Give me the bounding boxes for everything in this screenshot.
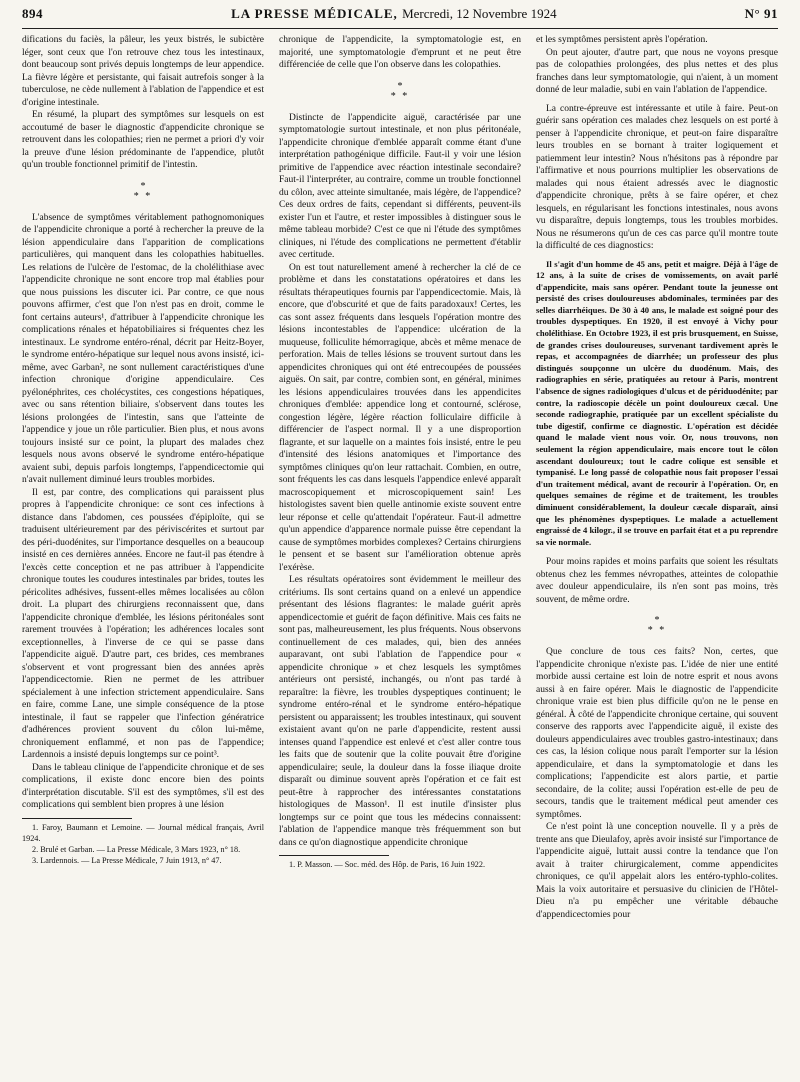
paragraph: et les symptômes persistent après l'opération. [536, 35, 708, 45]
paragraph: chronique de l'appendicite, la symptomatologie est, en majorité, une symptomatologie d'emprunt et ne peut être différenciée de celle que l'on observe dans les colopathies. [279, 35, 521, 70]
paragraph: Distincte de l'appendicite aiguë, caractérisée par une symptomatologie surtout intestinale, et non plus péritonéale, l'appendicite chronique d'emblée apparaît comme étant d'une interprétation pathogénique difficile. Faut-il y voir une lésion primitive de l'appendice avec réaction intestinale secondaire? Faut-il l'interpréter, au contraire, comme un trouble fonctionnel du côlon, avec atteinte simultanée, mais légère, de l'appendice? Ces deux ordres de faits, cependant si différents, peuvent-ils exister l'un et l'autre, et rester impossibles à distinguer sous le même tableau morbide? C'est ce que ni l'étude des symptômes cliniques, ni l'étude des complications ne permettent d'établir avec certitude. [279, 112, 521, 260]
paragraph: La contre-épreuve est intéressante et utile à faire. Peut-on guérir sans opération ces malades chez lesquels on est porté à penser à l'appendicite chronique, et peut-on faire disparaître leurs troubles en se bornant à traiter logiquement et patiemment leur intestin? Nous n'hésitons pas à répondre par l'affirmative et nous pourrions multiplier les observations de malades qui nous étaient adressés avec le diagnostic d'appendicite chronique, prêts à se faire opérer, et chez lesquels, en régularisant les fonctions intestinales, nous avons vu disparaître, depuis longtemps, tous les troubles morbides. Nous ne résumerons qu'un de ces cas parce qu'il montre toute la difficulté de ces diagnostics: [536, 103, 778, 251]
paragraph: Les résultats opératoires sont évidemment le meilleur des critériums. Ils sont certains quand on a enlevé un appendice présentant des lésions flagrantes: le malade guérit après appendicectomie et guérit de façon définitive. Mais ces faits ne sont pas, malheureusement, les plus fréquents. Nous observons continuellement de ces malades, qui, bien des années auparavant, ont subi l'ablation de l'appendice pour « appendicite chronique » et chez lesquels les symptômes antérieurs ont persisté, inchangés, ou n'ont pas tardé à reparaître: la fièvre, les troubles dyspeptiques continuent; le syndrome entéro-rénal et le syndrome entéro-hépatique persistent ou apparaissent; les troubles intestinaux, qui souvent existaient avant qu'on ne parle d'appendicite, restent aussi intenses quand l'appendice est enlevé et c'est aller contre tous les faits que de soutenir que la colite pouvait être d'origine appendiculaire; seule, la douleur dans la fosse iliaque droite disparaît ou diminue souvent après l'opération et ce fait est peut-être à rapprocher des intéressantes constatations histologiques de Masson¹. Il est inutile d'insister plus longtemps sur ce point que tous les médecins connaissent: l'ablation de l'appendice manque très fréquemment son but dans ce qu'on diagnostique appendicite chronique [279, 575, 521, 848]
page-header [22, 6, 778, 29]
issue-number: N° 91 [744, 6, 778, 21]
paragraph: difications du faciès, la pâleur, les yeux bistrés, le subictère léger, sont ceux que l'on retrouve chez tous les intestinaux, dont beaucoup sont privés depuis longtemps de leur appendice. La fièvre légère et persistante, qui faisait autrefois songer à la tuberculose, ne cède nullement à l'ablation de l'appendice et est d'origine intestinale. [22, 35, 264, 108]
article-body [22, 34, 778, 1078]
paragraph: Pour moins rapides et moins parfaits que soient les résultats obtenus chez les femmes névropathes, atteintes de colopathie avec douleur appendiculaire, ils n'en sont pas moins, très souvent, de même ordre. [536, 557, 778, 605]
case-text: Il s'agit d'un homme de 45 ans, petit et maigre. Déjà à l'âge de 12 ans, à la suite de crises de vomissements, on avait parlé d'appendicite, mais sans opérer. Pendant toute la jeunesse ont persisté des crises douloureuses abdominales, terminées par des selles diarrhéiques. De 30 à 40 ans, le malade est soigné pour des troubles dyspeptiques. En 1920, il est envoyé à Vichy pour cholélithiase. En Octobre 1923, il est pris brusquement, en Suisse, de grandes crises douloureuses, survenant tardivement après le repas, et accompagnées de diarrhée; un professeur des plus distingués soupçonne un ulcère du duodénum. Mais, des radiographies en série, pratiquées au retour à Paris, montrent l'absence de signes radiologiques d'ulcus et de périduodénite; par contre, la radioscopie décèle un point douloureux cæcal. Une seconde radiographie, pratiquée par un excellent spécialiste du tube digestif, confirme ce diagnostic. L'opération est décidée quand le malade vient nous voir. Or, nous trouvons, non seulement la région appendiculaire, mais encore tout le côlon ascendant douloureux; tout le cadre colique est sensible et tympanisé. Le long passé de colopathie nous fait proposer l'essai d'un traitement médical, avant de recourir à l'opération. Or, en quelques semaines de régime et de traitement, les troubles diminuent considérablement, la douleur cæcale disparaît, ainsi que les phénomènes dyspeptiques. Le malade a actuellement engraissé de 4 kilogr., il se trouve en parfait état et a pu reprendre sa vie normale. [536, 258, 778, 547]
column-2 [279, 34, 521, 1078]
issue-date: Mercredi, 12 Novembre 1924 [402, 6, 557, 21]
star-top: * [397, 80, 403, 92]
journal-title [231, 6, 557, 22]
case-report [536, 259, 778, 549]
footnote: 1. Faroy, Baumann et Lemoine. — Journal médical français, Avril 1924. [22, 822, 264, 843]
column-1 [22, 34, 264, 1078]
footnote: 3. Lardennois. — La Presse Médicale, 7 Juin 1913, n° 47. [32, 855, 222, 865]
paragraph: L'absence de symptômes véritablement pathognomoniques de l'appendicite chronique a porté à rechercher la preuve de la lésion appendiculaire dans l'apparition de complications particulières, qui manquent dans les colopathies habituelles. Les relations de l'ulcère de l'estomac, de la cholélithiase avec l'appendicite chronique ne sont encore trop mal établies pour que nous puissions les discuter ici. Par contre, ce que nous pouvons affirmer, c'est que l'on n'est pas en droit, comme le font certains auteurs¹, d'attribuer à l'appendicite chronique les complications rénales et hépatobiliaires si fréquentes chez les intestinaux. Le syndrome entéro-rénal, décrit par Heitz-Boyer, le syndrome entéro-hépatique sur lequel nous avons insisté, ici-même, avec Garban², ne sont nullement caractéristiques d'une infection chronique d'origine appendiculaire. Ces pyélonéphrites, ces cholécystites, ces congestions hépatiques, avec ou sans rétention biliaire, s'observent dans toutes les lésions prolongées de l'intestin, sans que l'atteinte de l'appendice y joue un rôle particulier. Bien plus, et nous avons toujours insisté sur ce point, la plupart des malades chez lesquels nous avons observé le syndrome entéro-hépatique avaient subi, depuis parfois longtemps, l'appendicectomie qui n'avait nullement diminué leurs troubles morbides. [22, 212, 264, 485]
star-bottom: * * [647, 625, 667, 637]
section-separator [22, 182, 264, 202]
paragraph: Il est, par contre, des complications qui paraissent plus propres à l'appendicite chronique: ce sont ces infections à distance dans l'abdomen, ces poussées d'épiploïte, qui se traduisent ultérieurement par des périviscérites et surtout par des péri-duodénites, sur l'importance desquelles on a beaucoup insisté en ces dernières années. Encore ne faut-il pas étendre à l'excès cette conception et ne pas attribuer à l'appendicite chronique toutes les coudures intestinales par brides, toutes les péricolites adhésives, fussent-elles mêmes localisées au côlon droit. La plupart des chirurgiens reconnaissent que, dans l'appendicite chronique d'emblée, les lésions péritonéales sont rarement trouvées à l'opération; les adhérences locales sont exceptionnelles, à l'inverse de ce qui se passe dans l'appendicite aiguë. D'autre part, ces brides, ces membranes s'observent et vont progressant bien des années après l'appendicectomie. Rien ne permet de les attribuer spécialement à une infection strictement appendiculaire. Sans en faire, comme Lane, une simple conséquence de la ptose intestinale, il faut se rappeler que l'infection génératrice d'adhérences provient souvent du côlon lui-même, chroniquement enflammé, et non pas de l'appendice; Lardennois a insisté depuis longtemps sur ce point³. [22, 487, 264, 760]
section-separator [536, 616, 778, 636]
footnote-rule [279, 855, 389, 856]
paragraph: Que conclure de tous ces faits? Non, certes, que l'appendicite chronique n'existe pas. L'idée de nier une entité morbide aussi certaine est loin de notre esprit et nous avons aussi à en faire opérer. Mais le diagnostic de l'appendicite chronique vraie est bien plus difficile qu'on ne le pense en général. À côté de l'appendicite chronique certaine, qui souvent conserve des rapports avec l'appendicite aiguë, il existe des douleurs appendiculaires avec troubles gastro-intestinaux; dans ces cas, la lésion colique nous paraît l'emporter sur la lésion appendiculaire, et dans la symptomatologie et dans les complications; l'appendicite est alors partie, et partie secondaire, de la colite; aussi l'opération est-elle de peu de secours, tandis que le traitement médical peut amender ces symptômes. [536, 647, 778, 820]
star-top: * [140, 180, 146, 192]
footnote: 2. Brulé et Garban. — La Presse Médicale, 3 Mars 1923, n° 18. [32, 844, 241, 854]
star-bottom: * * [133, 190, 153, 202]
star-bottom: * * [390, 90, 410, 102]
footnotes [22, 818, 264, 866]
paragraph: On peut ajouter, d'autre part, que nous ne voyons presque pas de colopathies prolongées, des plus nettes et des plus franches dans leur symptomatologie, qui n'aient, à un moment donné de leur maladie, subi en vain l'ablation de l'appendice. [536, 47, 778, 95]
footnote: 1. P. Masson. — Soc. méd. des Hôp. de Paris, 16 Juin 1922. [289, 860, 486, 869]
paragraph: Ce n'est point là une conception nouvelle. Il y a près de trente ans que Dieulafoy, après avoir insisté sur l'importance de l'appendicite aiguë, luttait aussi contre la tendance que l'on avait à traiter chirurgicalement, comme appendicites chroniques, ce qu'il appelait alors les entéro-typhlo-colites. Mais la voix autoritaire et persuasive du clinicien de l'Hôtel-Dieu n'a pu empêcher une véritable débauche d'appendicectomies pour [536, 822, 778, 920]
paragraph: Dans le tableau clinique de l'appendicite chronique et de ses complications, il existe donc encore bien des points d'interprétation discutable. S'il est des symptômes, s'il est des complications qui semblent bien propres à une lésion [22, 762, 264, 810]
paragraph: On est tout naturellement amené à rechercher la clé de ce problème et dans les constatations opératoires et dans les résultats thérapeutiques fournis par l'appendicectomie. Mais, là encore, que d'obscurité et que de faits paradoxaux! Certes, les cas sont assez fréquents dans lesquels l'opération montre des lésions incontestables de l'appendice: ulcération de la muqueuse, folliculite hémorragique, abcès et même menace de perforation. Mais de telles lésions se trouvent surtout dans les appendicites chroniques qui ont été entrecoupées de poussées aiguës. On sait, par contre, combien sont, en général, minimes les lésions appendiculaires trouvées dans les appendicites chroniques d'emblée: appendice long et contourné, sclérose, congestion légère, légère réaction folliculaire difficile à différencier de l'aspect normal. Il y a une disproportion flagrante, et sur laquelle on a maintes fois insisté, entre le peu d'intensité des lésions anatomiques et l'importance des symptômes cliniques qu'on leur rattachait. Combien, en outre, sont fréquents les cas dans lesquels l'appendice enlevé apparaît macroscopiquement et microscopiquement sain! Les histologistes savent bien quelle antinomie existe souvent entre leur réponse et celle qu'attendait l'opérateur. Faut-il admettre qu'un appendice d'apparence normale puisse être cependant la cause de symptômes morbides complexes? Certains chirurgiens le pensent et se basent sur l'amélioration obtenue après l'exérèse. [279, 262, 521, 573]
footnotes [279, 855, 521, 870]
section-separator [279, 82, 521, 102]
journal-name: LA PRESSE MÉDICALE, [231, 6, 398, 21]
paragraph: En résumé, la plupart des symptômes sur lesquels on est accoutumé de baser le diagnostic d'appendicite chronique se retrouvent dans les colopathies; rien ne permet a priori d'y voir la preuve d'une lésion prédominante de l'appendice, plutôt qu'un trouble fonctionnel primitif de l'intestin. [22, 110, 264, 170]
page-number: 894 [22, 6, 43, 21]
star-top: * [654, 615, 660, 627]
footnote-rule [22, 818, 132, 819]
column-3 [536, 34, 778, 1078]
